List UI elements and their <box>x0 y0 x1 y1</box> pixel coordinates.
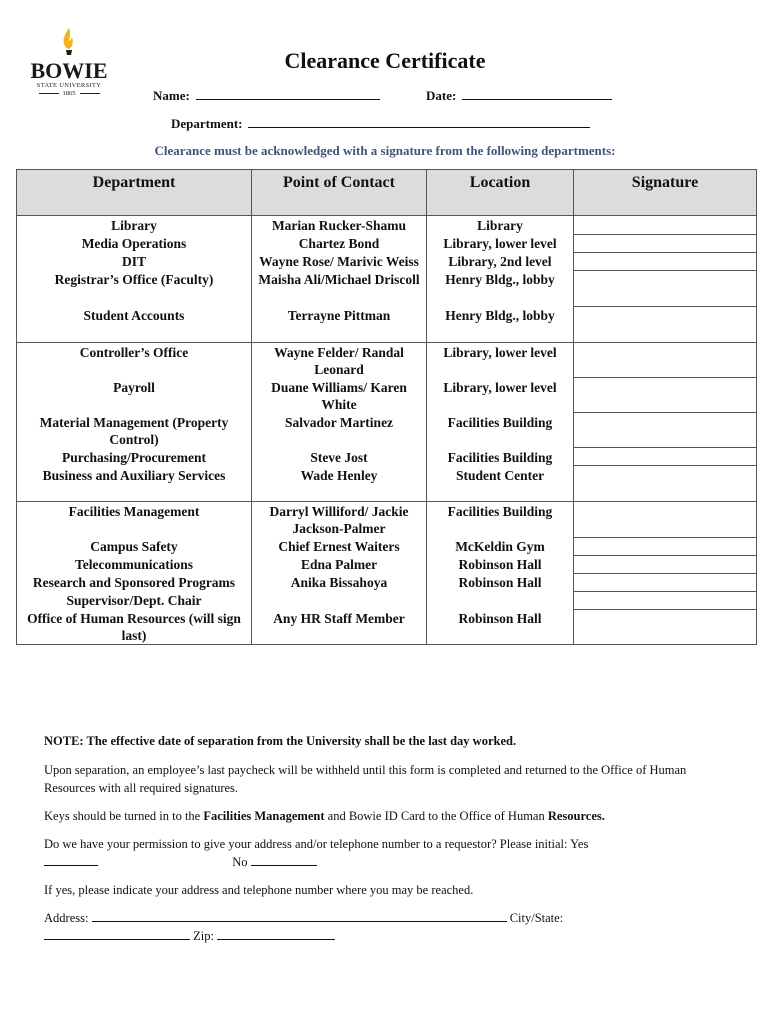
table-body <box>17 216 757 645</box>
signature-cell[interactable] <box>574 591 757 609</box>
department-cell: Research and Sponsored Programs <box>17 573 252 591</box>
table-row <box>17 270 757 306</box>
location-cell: Henry Bldg., lobby <box>427 306 574 342</box>
clearance-table <box>16 169 757 645</box>
name-blank[interactable] <box>196 88 380 100</box>
logo-year: 1865 <box>28 90 110 97</box>
department-label: Department: <box>171 116 243 131</box>
signature-cell[interactable] <box>574 234 757 252</box>
location-cell: Facilities Building <box>427 448 574 466</box>
location-cell: Library, lower level <box>427 378 574 413</box>
department-cell: Campus Safety <box>17 537 252 555</box>
name-label: Name: <box>153 88 190 103</box>
table-row <box>17 216 757 235</box>
instruction-text: Clearance must be acknowledged with a signature from the following departments: <box>154 143 616 158</box>
contact-cell: Any HR Staff Member <box>252 609 427 645</box>
if-yes-text: If yes, please indicate your address and telephone number where you may be reached. <box>44 883 474 897</box>
date-blank[interactable] <box>462 88 612 100</box>
location-cell: Robinson Hall <box>427 573 574 591</box>
department-cell: Supervisor/Dept. Chair <box>17 591 252 609</box>
keys-text <box>44 807 734 825</box>
department-cell: Media Operations <box>17 234 252 252</box>
date-field[interactable] <box>426 88 612 104</box>
department-cell: Controller’s Office <box>17 342 252 378</box>
department-field[interactable] <box>171 116 590 132</box>
contact-cell: Maisha Ali/Michael Driscoll <box>252 270 427 306</box>
signature-cell[interactable] <box>574 306 757 342</box>
department-cell: DIT <box>17 252 252 270</box>
no-initial-blank[interactable] <box>251 855 317 866</box>
permission-question: Do we have your permission to give your address and/or telephone number to a requestor? Please initial: Yes <box>44 837 589 851</box>
contact-cell: Chartez Bond <box>252 234 427 252</box>
note-text: NOTE: The effective date of separation from the University shall be the last day worked. <box>44 734 517 748</box>
permission-initials <box>44 853 734 871</box>
contact-cell: Salvador Martinez <box>252 413 427 448</box>
location-cell: McKeldin Gym <box>427 537 574 555</box>
date-label: Date: <box>426 88 457 103</box>
table-row <box>17 466 757 502</box>
signature-cell[interactable] <box>574 537 757 555</box>
location-cell: Facilities Building <box>427 413 574 448</box>
signature-cell[interactable] <box>574 573 757 591</box>
header-location: Location <box>427 170 574 216</box>
header-contact: Point of Contact <box>252 170 427 216</box>
table-row <box>17 555 757 573</box>
location-cell: Student Center <box>427 466 574 502</box>
department-cell: Library <box>17 216 252 235</box>
table-row <box>17 573 757 591</box>
department-cell: Payroll <box>17 378 252 413</box>
location-cell <box>427 591 574 609</box>
keys-facilities: Facilities Management <box>203 809 325 823</box>
department-cell: Office of Human Resources (will sign last) <box>17 609 252 645</box>
notes-section <box>44 732 734 945</box>
table-row <box>17 234 757 252</box>
table-row <box>17 591 757 609</box>
keys-text-pre: Keys should be turned in to the <box>44 809 204 823</box>
contact-cell: Darryl Williford/ Jackie Jackson-Palmer <box>252 502 427 538</box>
contact-cell: Marian Rucker-Shamu <box>252 216 427 235</box>
zip-blank[interactable] <box>217 929 335 940</box>
zip-line <box>44 927 734 945</box>
signature-cell[interactable] <box>574 252 757 270</box>
header-signature: Signature <box>574 170 757 216</box>
contact-cell: Anika Bissahoya <box>252 573 427 591</box>
signature-cell[interactable] <box>574 270 757 306</box>
signature-cell[interactable] <box>574 448 757 466</box>
signature-cell[interactable] <box>574 466 757 502</box>
contact-cell: Steve Jost <box>252 448 427 466</box>
logo-wordmark: BOWIE <box>30 58 108 83</box>
table-row <box>17 609 757 645</box>
contact-cell: Terrayne Pittman <box>252 306 427 342</box>
contact-cell: Edna Palmer <box>252 555 427 573</box>
zip-label: Zip: <box>193 929 214 943</box>
yes-initial-blank[interactable] <box>44 855 98 866</box>
location-cell: Library, lower level <box>427 342 574 378</box>
name-field[interactable] <box>153 88 380 104</box>
location-cell: Robinson Hall <box>427 609 574 645</box>
location-cell: Robinson Hall <box>427 555 574 573</box>
department-cell: Telecommunications <box>17 555 252 573</box>
permission-text <box>44 835 734 853</box>
keys-text-mid: and Bowie ID Card to the Office of Human <box>324 809 548 823</box>
signature-cell[interactable] <box>574 378 757 413</box>
contact-cell: Wayne Rose/ Marivic Weiss <box>252 252 427 270</box>
citystate-label: City/State: <box>509 911 564 925</box>
department-cell: Purchasing/Procurement <box>17 448 252 466</box>
contact-cell <box>252 591 427 609</box>
signature-cell[interactable] <box>574 342 757 378</box>
table-row <box>17 252 757 270</box>
paycheck-text: Upon separation, an employee’s last paycheck will be withheld until this form is completed and returned to the Office of Human Resources with all required signatures. <box>44 763 687 795</box>
department-blank[interactable] <box>248 116 590 128</box>
contact-cell: Wayne Felder/ Randal Leonard <box>252 342 427 378</box>
table-row <box>17 413 757 448</box>
location-cell: Facilities Building <box>427 502 574 538</box>
table-header-row <box>17 170 757 216</box>
department-cell: Material Management (Property Control) <box>17 413 252 448</box>
location-cell: Library, 2nd level <box>427 252 574 270</box>
table-row <box>17 378 757 413</box>
contact-cell: Wade Henley <box>252 466 427 502</box>
location-cell: Library, lower level <box>427 234 574 252</box>
signature-cell[interactable] <box>574 413 757 448</box>
header-department: Department <box>17 170 252 216</box>
signature-cell[interactable] <box>574 609 757 645</box>
logo-subtitle: STATE UNIVERSITY <box>36 82 102 89</box>
table-row <box>17 448 757 466</box>
signature-cell[interactable] <box>574 216 757 235</box>
signature-cell[interactable] <box>574 555 757 573</box>
table-row <box>17 306 757 342</box>
department-cell: Registrar’s Office (Faculty) <box>17 270 252 306</box>
table-row <box>17 342 757 378</box>
no-label: No <box>232 855 248 869</box>
citystate-blank[interactable] <box>44 929 190 940</box>
address-label: Address: <box>44 911 89 925</box>
signature-cell[interactable] <box>574 502 757 538</box>
location-cell: Library <box>427 216 574 235</box>
location-cell: Henry Bldg., lobby <box>427 270 574 306</box>
department-cell: Business and Auxiliary Services <box>17 466 252 502</box>
department-cell: Student Accounts <box>17 306 252 342</box>
keys-resources: Resources. <box>547 809 605 823</box>
table-row <box>17 502 757 538</box>
department-cell: Facilities Management <box>17 502 252 538</box>
contact-cell: Duane Williams/ Karen White <box>252 378 427 413</box>
page-title: Clearance Certificate <box>284 48 486 73</box>
table-row <box>17 537 757 555</box>
address-blank[interactable] <box>92 911 507 922</box>
address-line <box>44 909 734 927</box>
contact-cell: Chief Ernest Waiters <box>252 537 427 555</box>
